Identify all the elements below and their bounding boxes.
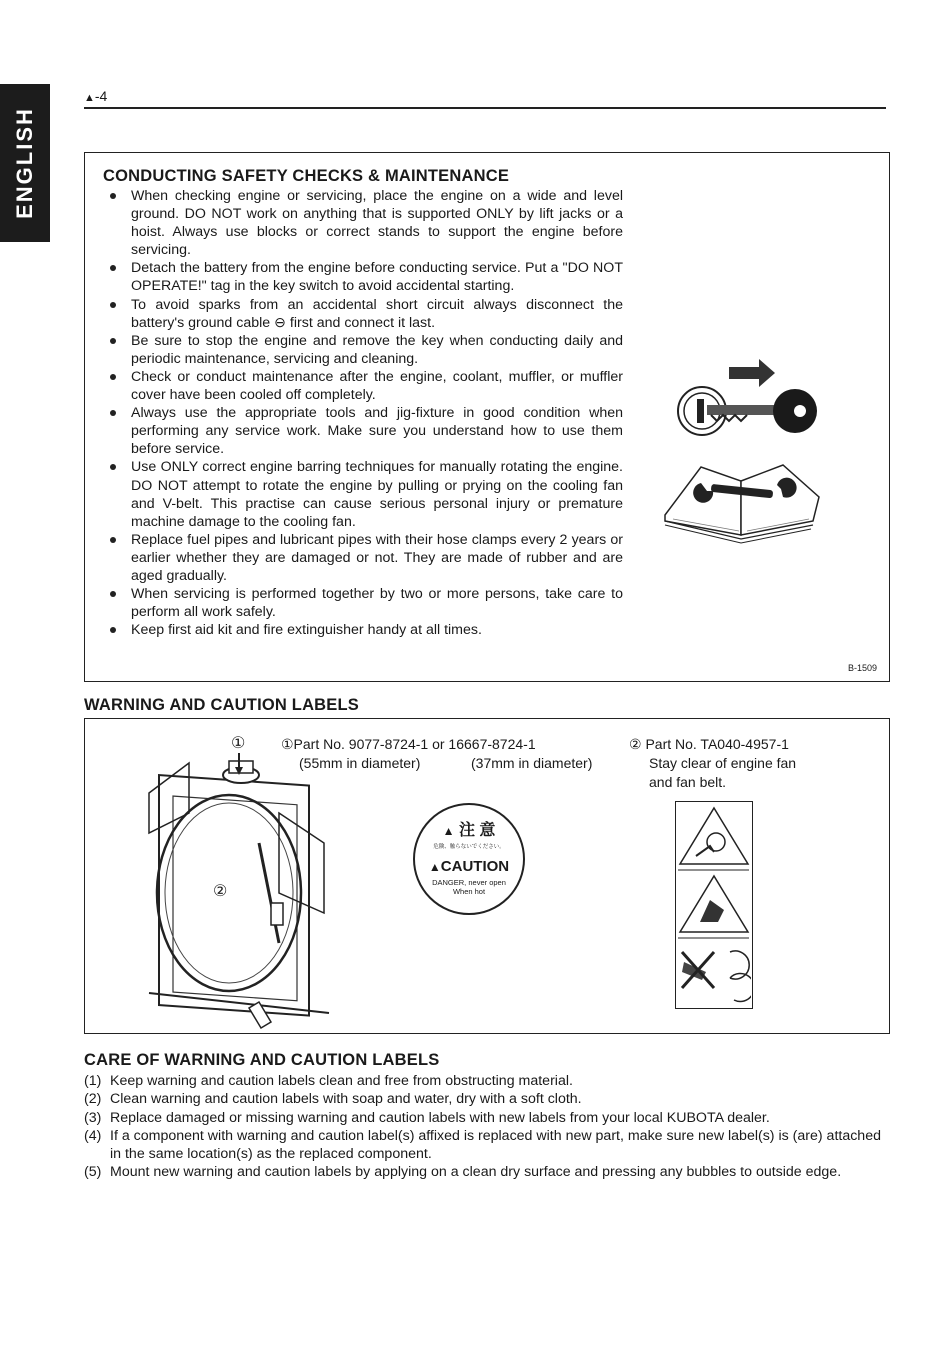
- remove-key-icon: [667, 349, 827, 449]
- label-jp-subtitle: 危険、触らないでください。: [433, 844, 505, 850]
- list-item: When servicing is performed together by two or more persons, take care to perform all work safely.: [103, 585, 623, 621]
- label-danger-text: DANGER, never open: [432, 878, 506, 887]
- list-item: Keep first aid kit and fire extinguisher handy at all times.: [103, 621, 623, 639]
- warning-triangle-icon: ▲: [428, 860, 441, 874]
- section-title: WARNING AND CAUTION LABELS: [84, 696, 359, 714]
- list-item: When checking engine or servicing, place the engine on a wide and level ground. DO NOT work on anything that is supported ONLY by lift jacks or a hoist. Always use blocks or correct stands to support the engine before servicing.: [103, 187, 623, 259]
- list-item: Always use the appropriate tools and jig-fixture in good condition when performing any service work. Make sure you understand how to use them before service.: [103, 404, 623, 458]
- care-list: [84, 1072, 890, 1182]
- section-title: CONDUCTING SAFETY CHECKS & MAINTENANCE: [103, 167, 510, 185]
- safety-bullet-list: [103, 187, 623, 639]
- part-1-number: ①Part No. 9077-8724-1 or 16667-8724-1: [281, 736, 536, 752]
- callout-2: ②: [213, 883, 228, 900]
- list-item: Detach the battery from the engine before conducting service. Put a "DO NOT OPERATE!" tag in the key switch to avoid accidental starting.: [103, 259, 623, 295]
- list-item: Check or conduct maintenance after the engine, coolant, muffler, or muffler cover have been cooled off completely.: [103, 368, 623, 404]
- warning-triangle-icon: ▲: [442, 824, 455, 838]
- language-tab-label: ENGLISH: [12, 107, 38, 219]
- item-text: Keep warning and caution labels clean and free from obstructing material.: [110, 1073, 573, 1089]
- warning-triangle-icon: ▲: [84, 92, 95, 104]
- label-caution-text: CAUTION: [440, 858, 510, 875]
- item-number: (3): [84, 1109, 102, 1126]
- header-rule: [84, 107, 886, 109]
- item-text: If a component with warning and caution label(s) affixed is replaced with new part, make sure new label(s) is (are) attached in the same location(s) as the replaced component.: [110, 1127, 881, 1163]
- label-hot-text: When hot: [452, 887, 486, 896]
- item-text: Mount new warning and caution labels by applying on a clean dry surface and pressing any bubbles to outside edge.: [110, 1164, 842, 1181]
- figure-code: B-1509: [847, 663, 877, 673]
- list-item: [84, 1127, 890, 1164]
- item-number: (2): [84, 1091, 102, 1108]
- part-1-diameter-a: (55mm in diameter): [299, 755, 421, 771]
- page-number-text: -4: [94, 88, 108, 104]
- item-text: Replace damaged or missing warning and caution labels with new labels from your local KUBOTA dealer.: [110, 1109, 770, 1126]
- page-number: [84, 88, 107, 104]
- label-jp-title: 注 意: [458, 822, 496, 839]
- list-item: [84, 1090, 890, 1108]
- item-number: (4): [84, 1127, 102, 1144]
- part-1-diameter-b: (37mm in diameter): [471, 755, 593, 771]
- list-item: Use ONLY correct engine barring techniques for manually rotating the engine. DO NOT attempt to rotate the engine by pulling or prying on the cooling fan and V-belt. This practise can cause serious personal injury or premature machine damage to the cooling fan.: [103, 458, 623, 530]
- fan-warning-label: [675, 801, 753, 1009]
- callout-1: ①: [231, 735, 246, 752]
- safety-checks-box: [84, 152, 890, 682]
- language-tab: [0, 84, 50, 242]
- part-2-number: ② Part No. TA040-4957-1: [629, 736, 789, 752]
- list-item: [84, 1072, 890, 1090]
- radiator-illustration: [129, 753, 339, 1033]
- list-item: [84, 1163, 890, 1181]
- round-caution-label: [413, 803, 525, 915]
- labels-box: [84, 718, 890, 1034]
- list-item: Replace fuel pipes and lubricant pipes with their hose clamps every 2 years or earlier whether they are damaged or not. They are made of rubber and are aged gradually.: [103, 531, 623, 585]
- part-2-desc-2: and fan belt.: [649, 774, 727, 790]
- part-2-desc-1: Stay clear of engine fan: [649, 755, 797, 771]
- item-number: (1): [84, 1073, 102, 1089]
- list-item: Be sure to stop the engine and remove the key when conducting daily and periodic maintenance, servicing and cleaning.: [103, 332, 623, 368]
- item-text: Clean warning and caution labels with soap and water, dry with a soft cloth.: [110, 1091, 582, 1108]
- list-item: To avoid sparks from an accidental short circuit always disconnect the battery's ground cable ⊖ first and connect it last.: [103, 296, 623, 332]
- item-number: (5): [84, 1164, 102, 1181]
- service-manual-icon: [661, 459, 821, 545]
- section-title: CARE OF WARNING AND CAUTION LABELS: [84, 1051, 440, 1069]
- list-item: [84, 1109, 890, 1127]
